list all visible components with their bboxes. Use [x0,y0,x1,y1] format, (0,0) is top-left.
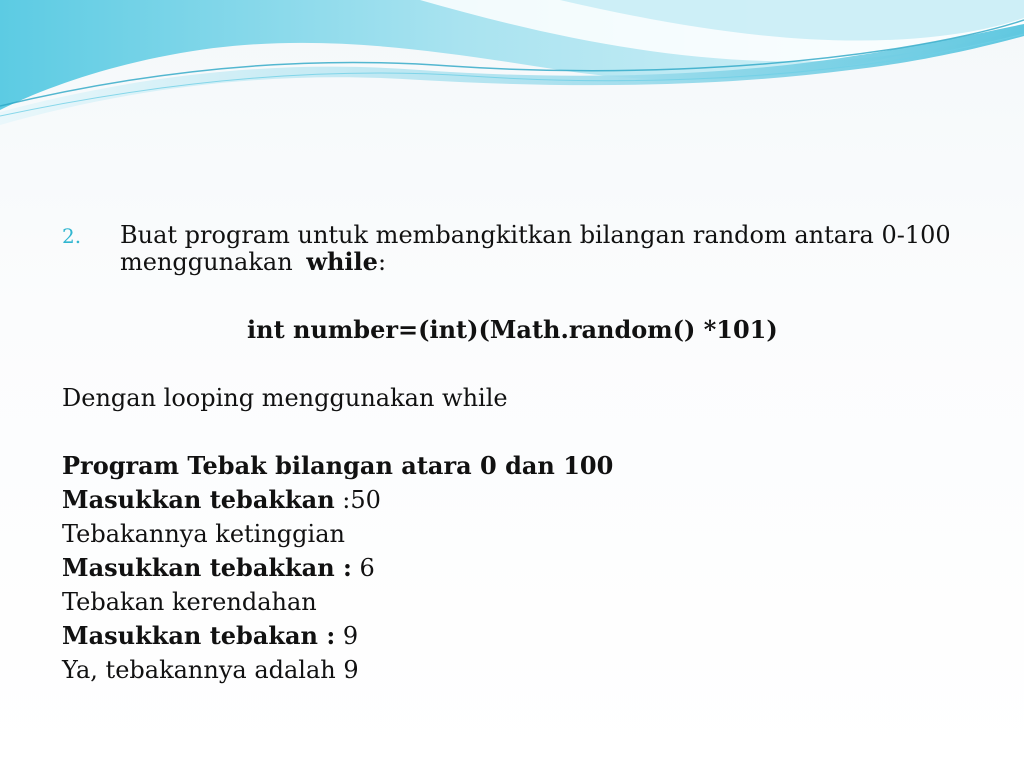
list-item-line-2-prefix: menggunakan [120,248,301,276]
list-item-line-1: Buat program untuk membangkitkan bilangan random antara 0-100 [120,221,951,249]
prompt-2-label: Masukkan tebakkan : [62,553,352,582]
prompt-2-value: 6 [351,554,375,582]
prompt-1-value: :50 [334,486,381,514]
list-number: 2. [62,224,82,248]
output-prompt-1 [62,483,381,517]
output-prompt-2 [62,551,375,585]
list-item-line-2 [120,245,386,279]
header-wave-decoration [0,0,1024,140]
output-response-3: Ya, tebakannya adalah 9 [62,656,359,684]
code-line: int number=(int)(Math.random() *101) [247,315,778,344]
output-response-2: Tebakan kerendahan [62,588,317,616]
prompt-3-value: 9 [335,622,359,650]
list-item-line-2-suffix: : [377,248,387,276]
keyword-while: while [306,247,378,276]
output-response-1: Tebakannya ketinggian [62,520,345,548]
prompt-1-label: Masukkan tebakkan [62,485,335,514]
output-title: Program Tebak bilangan atara 0 dan 100 [62,451,614,480]
prompt-3-label: Masukkan tebakan : [62,621,336,650]
output-prompt-3 [62,619,358,653]
loop-note: Dengan looping menggunakan while [62,384,508,412]
